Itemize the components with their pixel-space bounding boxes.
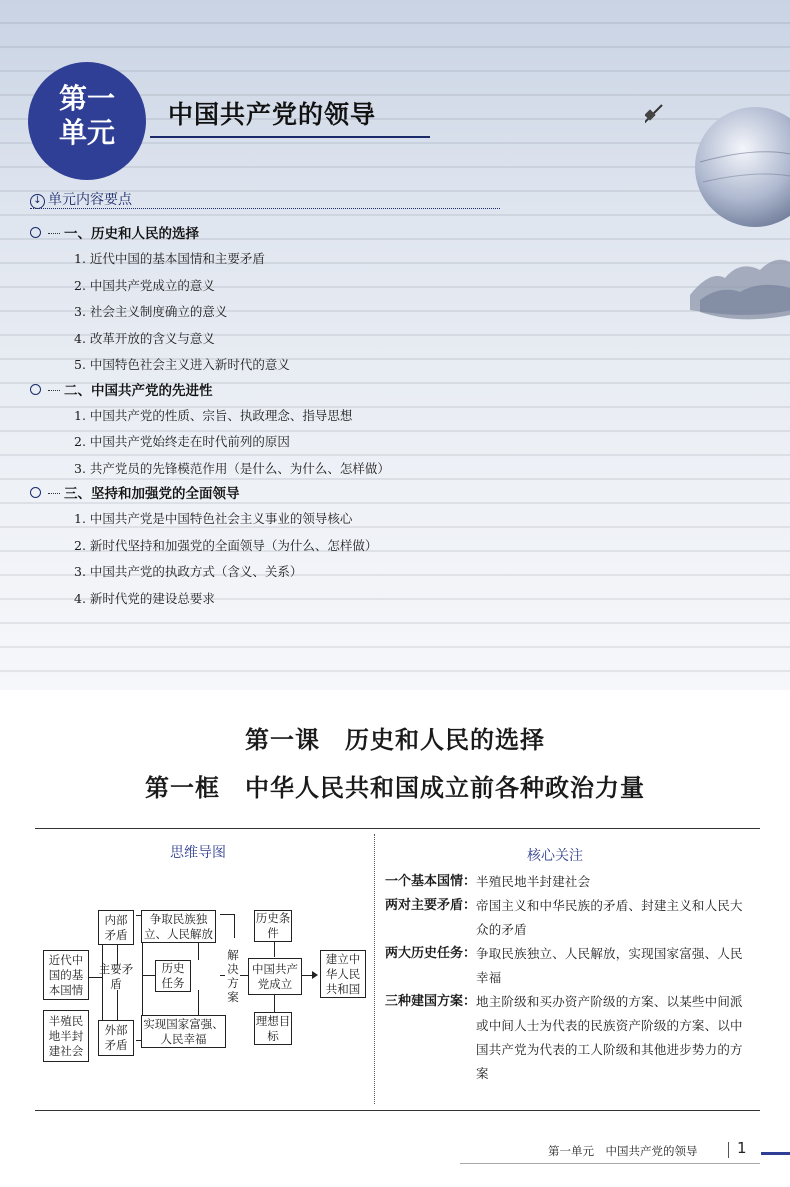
connector (198, 990, 199, 1015)
footer-rule (460, 1163, 760, 1164)
node-prosperity: 实现国家富强、人民幸福 (141, 1015, 226, 1048)
connector (302, 975, 312, 976)
box-column-divider (374, 834, 375, 1104)
planet-illustration (645, 92, 790, 237)
focus-row (385, 990, 750, 1086)
outline-item: 4. 新时代党的建设总要求 (74, 590, 215, 606)
node-modern-china: 近代中国的基本国情 (43, 950, 89, 1000)
footer-accent-rule (761, 1152, 790, 1155)
focus-label: 两对主要矛盾： (385, 898, 477, 913)
circle-bullet-icon (30, 487, 41, 498)
connector (234, 914, 235, 938)
outline-item: 3. 共产党员的先锋模范作用（是什么、为什么、怎样做） (74, 460, 390, 476)
connector (198, 940, 199, 960)
node-independence: 争取民族独立、人民解放 (141, 910, 216, 943)
unit-badge-line2: 单元 (58, 116, 115, 149)
mind-map-title: 思维导图 (170, 845, 226, 861)
outline-item: 1. 中国共产党是中国特色社会主义事业的领导核心 (74, 511, 353, 526)
frame-title: 第一框 中华人民共和国成立前各种政治力量 (145, 774, 645, 802)
circle-bullet-icon (30, 227, 41, 238)
connector (117, 990, 118, 1022)
focus-label: 一个基本国情： (385, 874, 477, 889)
connector (274, 942, 275, 957)
outline-item: 2. 中国共产党始终走在时代前列的原因 (74, 434, 290, 449)
node-cpc-founded: 中国共产党成立 (248, 958, 302, 995)
section-title (30, 222, 550, 246)
unit-title: 中国共产党的领导 (168, 100, 377, 129)
section-title (30, 482, 550, 506)
node-historic-conditions: 历史条件 (255, 911, 291, 940)
focus-label: 两大历史任务： (385, 946, 477, 961)
connector (142, 975, 146, 976)
connector (220, 914, 234, 915)
outline-item: 1. 中国共产党的性质、宗旨、执政理念、指导思想 (74, 407, 353, 423)
key-points-header-label: 单元内容要点 (48, 192, 132, 208)
focus-row (385, 870, 750, 894)
section-title-label: 一、历史和人民的选择 (64, 226, 199, 242)
focus-text: 争取民族独立、人民解放，实现国家富强、人民幸福 (476, 946, 743, 985)
outline-item: 2. 新时代坚持和加强党的全面领导（为什么、怎样做） (74, 537, 378, 553)
box-bottom-rule (35, 1110, 760, 1111)
dash-icon (48, 493, 60, 494)
section-title-label: 二、中国共产党的先进性 (64, 382, 213, 399)
node-prc-founding: 建立中华人民共和国 (320, 950, 366, 998)
page-number: 1 (737, 1139, 747, 1157)
running-title: 第一单元 中国共产党的领导 (548, 1144, 698, 1158)
key-points-outline (30, 222, 550, 612)
key-points-header (30, 189, 132, 209)
outline-item: 1. 近代中国的基本国情和主要矛盾 (74, 251, 265, 266)
core-focus-title: 核心关注 (527, 848, 583, 864)
node-internal-contradiction: 内部矛盾 (98, 910, 134, 945)
unit-badge (28, 62, 146, 180)
node-semi-colonial: 半殖民地半封建社会 (43, 1010, 89, 1062)
mind-map (38, 870, 368, 1100)
focus-row (385, 894, 750, 942)
node-main-contradiction: 主要矛盾 (98, 962, 134, 991)
box-top-rule (35, 828, 760, 829)
focus-text: 地主阶级和买办资产阶级的方案、以某些中间派或中间人士为代表的民族资产阶级的方案、以中国共产党为代表的工人阶级和其他进步势力的方案 (476, 994, 743, 1081)
node-solution: 解决方案 (227, 948, 239, 1004)
dash-icon (48, 390, 60, 391)
node-external-contradiction: 外部矛盾 (98, 1020, 134, 1056)
footer-separator (728, 1142, 729, 1158)
outline-item: 5. 中国特色社会主义进入新时代的意义 (74, 357, 290, 372)
rock-islands-illustration (690, 240, 790, 330)
node-ideal-goal: 理想目标 (254, 1012, 292, 1045)
outline-item: 3. 社会主义制度确立的意义 (74, 304, 228, 319)
arrow-right-icon (312, 971, 318, 979)
node-historic-tasks: 历史任务 (155, 960, 191, 992)
focus-text: 帝国主义和中华民族的矛盾、封建主义和人民大众的矛盾 (476, 898, 743, 937)
dash-icon (48, 233, 60, 234)
focus-label: 三种建国方案： (385, 994, 477, 1009)
circle-bullet-icon (30, 384, 41, 395)
arrow-down-circle-icon: ↓ (30, 194, 45, 209)
section-title-label: 三、坚持和加强党的全面领导 (64, 486, 240, 502)
core-focus-list (385, 870, 750, 1086)
focus-row (385, 942, 750, 990)
lesson-title: 第一课 历史和人民的选择 (245, 726, 545, 754)
key-points-divider (30, 208, 500, 209)
section-title (30, 379, 550, 403)
unit-badge-line1: 第一 (58, 82, 115, 115)
outline-item: 2. 中国共产党成立的意义 (74, 277, 215, 293)
outline-item: 4. 改革开放的含义与意义 (74, 330, 215, 346)
connector (274, 995, 275, 1012)
focus-text: 半殖民地半封建社会 (476, 874, 591, 889)
unit-title-underline (150, 136, 430, 138)
outline-item: 3. 中国共产党的执政方式（含义、关系） (74, 564, 303, 579)
